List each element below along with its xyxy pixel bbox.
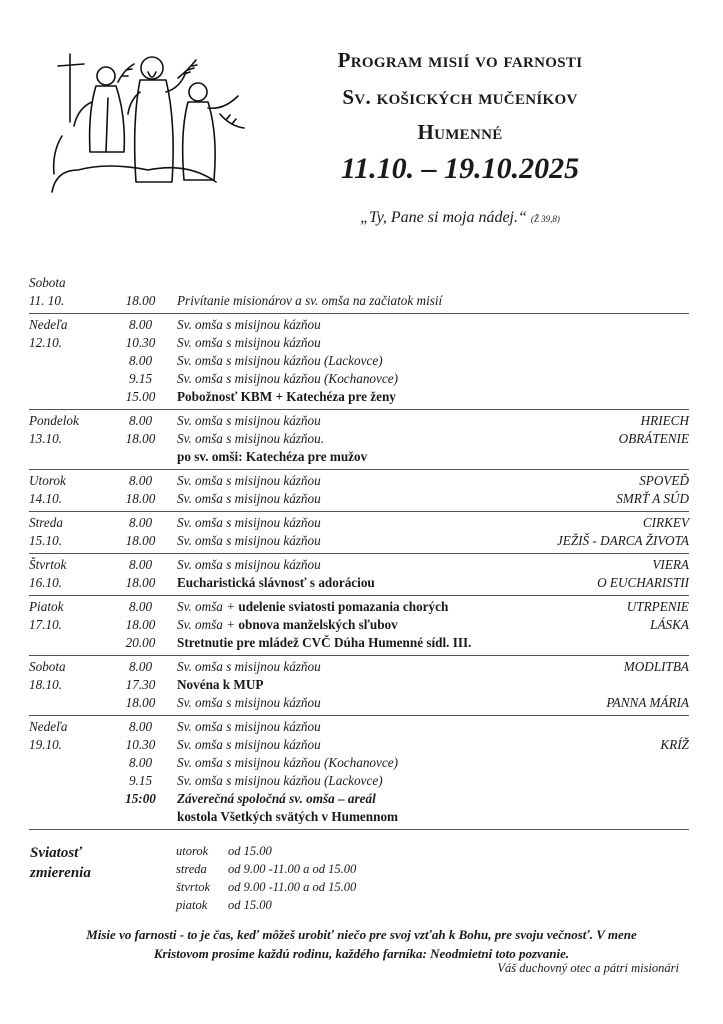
day-name: Piatok [29,599,64,614]
footer-invitation [20,925,703,963]
event-time: 10.30 [125,335,156,350]
day-block [29,272,689,314]
sermon-theme: SPOVEĎ [639,473,689,488]
event-description: Eucharistická slávnosť s adoráciou [177,575,375,590]
day-date: 13.10. [29,431,62,446]
schedule-row [29,490,689,508]
sermon-theme: O EUCHARISTII [597,575,689,590]
day-date: 16.10. [29,575,62,590]
day-name: Pondelok [29,413,79,428]
event-highlight: udelenie sviatosti pomazania chorých [238,599,449,614]
schedule-row [29,388,689,406]
event-description: Sv. omša s misijnou kázňou [177,695,321,710]
event-time: 20.00 [125,635,156,650]
schedule-row [29,658,689,676]
schedule-row [29,370,689,388]
sermon-theme: MODLITBA [623,659,689,674]
confession-day: štvrtok [176,880,211,894]
schedule-row [29,754,689,772]
schedule-row [29,718,689,736]
sermon-theme: JEŽIŠ - DARCA ŽIVOTA [556,533,689,548]
confession-row [176,878,356,896]
day-name: Sobota [29,275,66,290]
schedule-row [29,514,689,532]
footer-line-2: Kristovom prosíme každú rodinu, každého farníka: Neodmietni toto pozvanie. [153,946,570,961]
schedule-row [29,412,689,430]
event-time: 18.00 [125,293,156,308]
day-date: 18.10. [29,677,62,692]
schedule-row [29,448,689,466]
event-description: po sv. omši: Katechéza pre mužov [177,449,368,464]
sermon-theme: PANNA MÁRIA [606,695,689,710]
sermon-theme: HRIECH [640,413,689,428]
event-time: 17.30 [125,677,156,692]
event-description: Sv. omša s misijnou kázňou (Lackovce) [177,773,383,788]
day-block [29,512,689,554]
confession-hours: od 15.00 [228,898,272,912]
event-description: Sv. omša s misijnou kázňou. [177,431,325,446]
signature: Váš duchovný otec a pátri misionári [497,961,679,975]
sermon-theme: LÁSKA [650,617,689,632]
day-block [29,314,689,410]
motto-text: „Ty, Pane si moja nádej.“ [360,209,527,226]
sermon-theme: KRÍŽ [660,737,689,752]
confession-row [176,896,356,914]
event-time: 8.00 [128,599,153,614]
event-description: Sv. omša s misijnou kázňou [177,317,321,332]
event-time: 9.15 [128,371,153,386]
day-block [29,410,689,470]
mission-dates: 11.10. – 19.10.2025 [340,152,580,185]
event-time: 18.00 [125,575,156,590]
event-description: Záverečná spoločná sv. omša – areál [177,791,376,806]
event-description [177,616,398,634]
confession-schedule [176,842,356,914]
sermon-theme: OBRÁTENIE [618,431,689,446]
event-time: 8.00 [128,659,153,674]
schedule-row [29,334,689,352]
day-name: Utorok [29,473,66,488]
schedule-row [29,532,689,550]
schedule-row [29,574,689,592]
event-description: Sv. omša s misijnou kázňou [177,515,321,530]
event-prefix: Sv. omša + [177,617,239,632]
event-description: Sv. omša s misijnou kázňou [177,473,321,488]
confession-hours: od 9.00 -11.00 a od 15.00 [228,862,357,876]
saints-illustration [48,52,248,200]
event-time: 8.00 [128,719,153,734]
confession-day: piatok [176,898,208,912]
sermon-theme: VIERA [652,557,689,572]
sermon-theme: SMRŤ A SÚD [616,491,689,506]
motto [260,209,660,227]
day-block [29,716,689,830]
event-description: Privítanie misionárov a sv. omša na začiatok misií [177,293,443,308]
confession-title [30,843,91,883]
motto-reference: (Ž 39,8) [530,214,560,224]
event-time: 8.00 [128,755,153,770]
schedule-table [29,272,689,830]
event-time: 8.00 [128,473,153,488]
schedule-row [29,352,689,370]
sermon-theme: UTRPENIE [626,599,689,614]
event-time: 18.00 [125,617,156,632]
event-description: Sv. omša s misijnou kázňou (Kochanovce) [177,755,398,770]
event-description: Sv. omša s misijnou kázňou [177,335,321,350]
day-name: Nedeľa [29,719,68,734]
schedule-row [29,634,689,652]
footer-line-1: Misie vo farnosti - to je čas, keď môžeš urobiť niečo pre svoj vzťah k Bohu, pre svoju večnosť. V mene [86,927,637,942]
schedule-row [29,772,689,790]
event-description: Sv. omša s misijnou kázňou (Lackovce) [177,353,383,368]
event-time: 15.00 [125,389,156,404]
schedule-row [29,274,689,292]
event-time: 18.00 [125,533,156,548]
day-date: 12.10. [29,335,62,350]
schedule-row [29,736,689,754]
day-name: Štvrtok [29,557,67,572]
event-description: Sv. omša s misijnou kázňou (Kochanovce) [177,371,398,386]
event-time: 8.00 [128,557,153,572]
event-time: 8.00 [128,515,153,530]
event-description: Sv. omša s misijnou kázňou [177,719,321,734]
event-description: Sv. omša s misijnou kázňou [177,491,321,506]
event-time: 18.00 [125,491,156,506]
schedule-row [29,292,689,310]
event-time: 8.00 [128,353,153,368]
event-highlight: obnova manželských sľubov [238,617,398,632]
event-description: kostola Všetkých svätých v Humennom [177,809,399,824]
event-prefix: Sv. omša + [177,599,239,614]
event-description: Stretnutie pre mládež CVČ Dúha Humenné sídl. III. [177,635,472,650]
event-time: 8.00 [128,413,153,428]
event-time: 18.00 [125,695,156,710]
event-description: Sv. omša s misijnou kázňou [177,737,321,752]
event-time: 18.00 [125,431,156,446]
day-block [29,554,689,596]
day-block [29,656,689,716]
event-time: 15:00 [125,791,156,806]
title-line-1: Program misií vo farnosti [337,48,583,72]
event-description: Sv. omša s misijnou kázňou [177,557,321,572]
confession-hours: od 15.00 [228,844,272,858]
confession-day: utorok [176,844,209,858]
title-line-2: Sv. košických mučeníkov [342,85,578,109]
day-name: Sobota [29,659,66,674]
schedule-row [29,598,689,616]
schedule-row [29,472,689,490]
event-time: 9.15 [128,773,153,788]
event-description: Pobožnosť KBM + Katechéza pre ženy [177,389,396,404]
schedule-row [29,316,689,334]
day-block [29,470,689,512]
confession-day: streda [176,862,207,876]
day-name: Nedeľa [29,317,68,332]
schedule-row [29,556,689,574]
schedule-row [29,790,689,808]
confession-row [176,842,356,860]
confession-title-line-2: zmierenia [30,865,91,881]
day-date: 19.10. [29,737,62,752]
day-date: 17.10. [29,617,62,632]
sermon-theme: CIRKEV [642,515,689,530]
day-name: Streda [29,515,63,530]
schedule-row [29,694,689,712]
schedule-row [29,430,689,448]
event-time: 8.00 [128,317,153,332]
day-date: 14.10. [29,491,62,506]
event-description: Sv. omša s misijnou kázňou [177,413,321,428]
event-description: Novéna k MUP [177,677,264,692]
confession-title-line-1: Sviatosť [30,845,83,861]
event-description: Sv. omša s misijnou kázňou [177,659,321,674]
event-description: Sv. omša s misijnou kázňou [177,533,321,548]
day-block [29,596,689,656]
schedule-row [29,616,689,634]
confession-row [176,860,356,878]
event-time: 10.30 [125,737,156,752]
schedule-row [29,676,689,694]
day-date: 11. 10. [29,293,65,308]
title-line-3: Humenné [417,120,503,144]
day-date: 15.10. [29,533,62,548]
confession-hours: od 9.00 -11.00 a od 15.00 [228,880,357,894]
schedule-row [29,808,689,826]
event-description [177,598,448,616]
